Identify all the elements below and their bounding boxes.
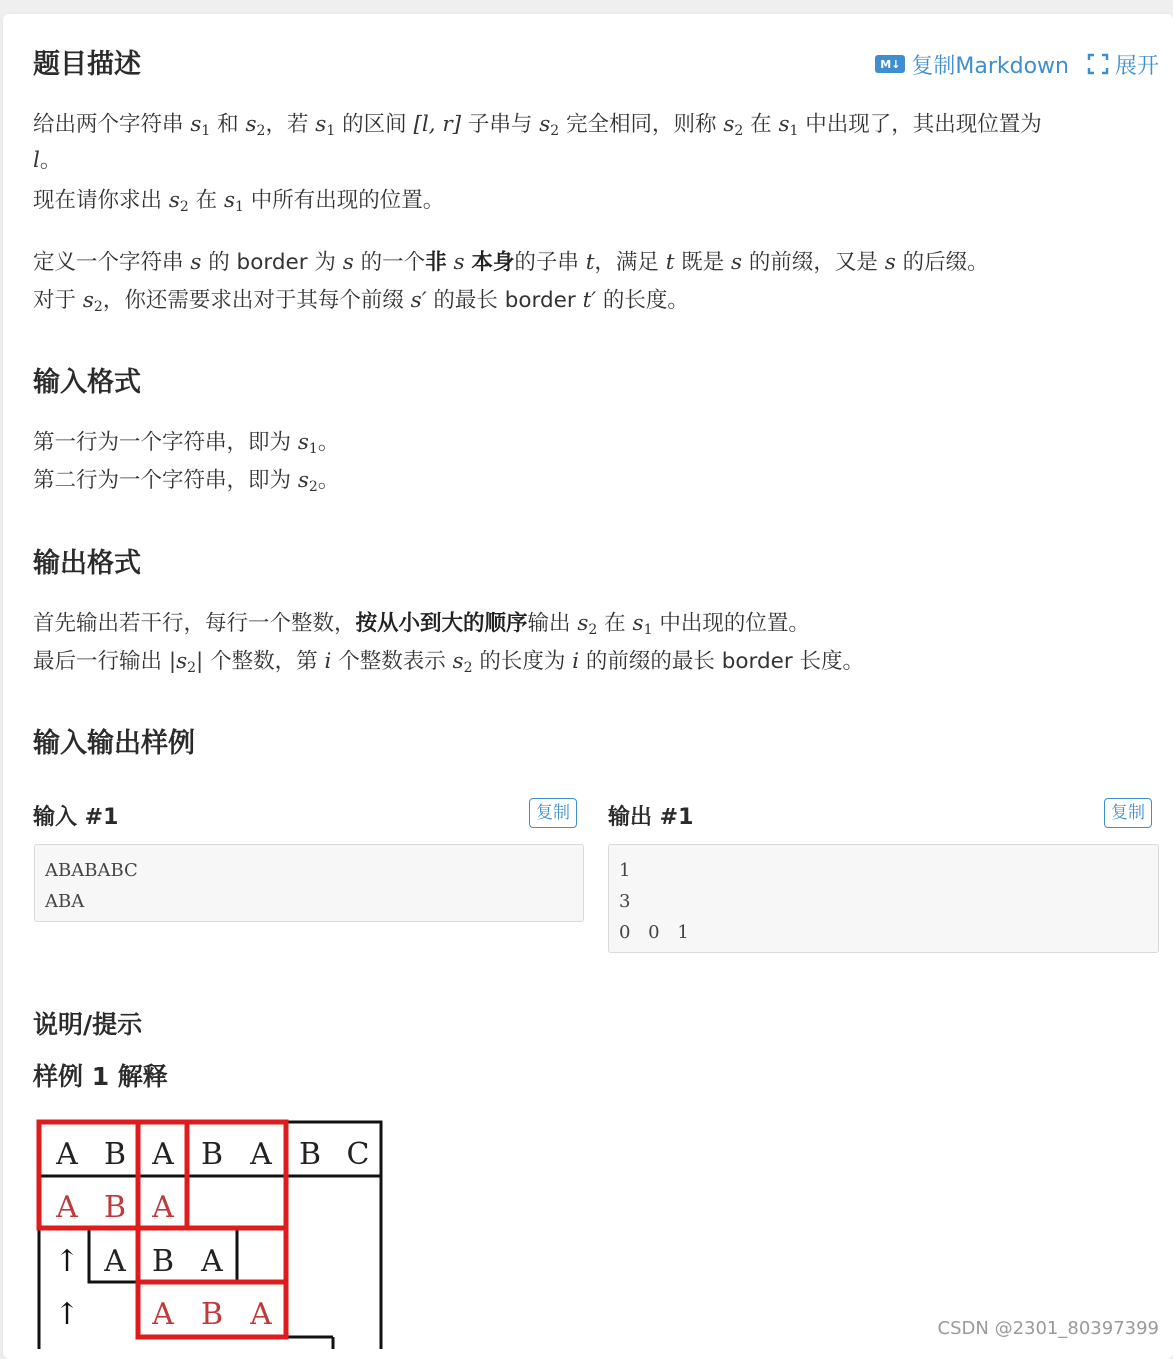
input-format-line-1: 第一行为一个字符串，即为 $s_1$。 [33, 430, 340, 457]
row4-char: A [152, 1297, 174, 1332]
row1-char: C [346, 1137, 370, 1172]
row3-arrow: ↑ [54, 1244, 80, 1279]
expand-label: 展开 [1114, 53, 1159, 79]
sample-input-line: ABA [45, 891, 85, 912]
row1-char: A [56, 1137, 78, 1172]
row2-char: A [152, 1190, 174, 1225]
copy-input-button[interactable]: 复制 [529, 798, 577, 828]
input-format-title: 输入格式 [33, 367, 141, 398]
expand-button[interactable] [1087, 49, 1159, 80]
sample-explanation-figure [33, 1116, 389, 1349]
row3-char: A [104, 1244, 126, 1279]
description-para-1: 给出两个字符串 $s_1$ 和 $s_2$，若 $s_1$ 的区间 [l, r] 子串与 $s_2$ 完全相同，则称 $s_2$ 在 $s_1$ 中出现了，其出现位置为 [33, 112, 1042, 139]
row4-char: A [250, 1297, 272, 1332]
row2-char: B [103, 1190, 127, 1225]
row1-char: A [250, 1137, 272, 1172]
top-actions [875, 48, 1159, 80]
output-format-line-1: 首先输出若干行，每行一个整数，按从小到大的顺序输出 $s_2$ 在 $s_1$ 中出现的位置。 [33, 611, 810, 638]
copy-output-button[interactable]: 复制 [1104, 798, 1152, 828]
description-para-2: 现在请你求出 $s_2$ 在 $s_1$ 中所有出现的位置。 [33, 188, 445, 215]
row1-char: B [103, 1137, 127, 1172]
row2-char: A [56, 1190, 78, 1225]
markdown-icon: M↓ [875, 55, 905, 73]
row3-char: B [151, 1244, 175, 1279]
copy-markdown-button[interactable] [875, 49, 1069, 80]
sample-input-title: 输入 #1 [33, 805, 119, 830]
hint-title: 说明/提示 [33, 1010, 143, 1039]
row1-char: A [152, 1137, 174, 1172]
sample-output-line: 3 [619, 891, 631, 912]
row4-char: B [200, 1297, 224, 1332]
hint-subtitle: 样例 1 解释 [33, 1062, 168, 1091]
row4-arrow: ↑ [54, 1297, 80, 1332]
expand-icon [1087, 53, 1109, 75]
description-title: 题目描述 [33, 49, 141, 80]
sample-output-line: 0 0 1 [619, 922, 695, 943]
row3-char: A [201, 1244, 223, 1279]
row1-char: B [298, 1137, 322, 1172]
row1-char: B [200, 1137, 224, 1172]
samples-title: 输入输出样例 [33, 728, 195, 759]
sample-output-box[interactable] [608, 844, 1159, 953]
description-para-4: 对于 $s_2$，你还需要求出对于其每个前缀 s′ 的最长 border t′ 的长度。 [33, 288, 689, 315]
output-format-title: 输出格式 [33, 548, 141, 579]
sample-input-box[interactable] [34, 844, 584, 922]
copy-markdown-label: 复制Markdown [911, 53, 1069, 79]
description-para-3: 定义一个字符串 s 的 border 为 s 的一个非 s 本身的子串 t，满足 t 既是 s 的前缀，又是 s 的后缀。 [33, 250, 989, 275]
sample-input-line: ABABABC [45, 860, 138, 881]
input-format-line-2: 第二行为一个字符串，即为 $s_2$。 [33, 468, 340, 495]
description-para-1-cont: l。 [33, 148, 62, 173]
output-format-line-2: 最后一行输出 $|s_2|$ 个整数，第 i 个整数表示 $s_2$ 的长度为 i 的前缀的最长 border 长度。 [33, 649, 865, 676]
sample-output-title: 输出 #1 [608, 805, 694, 830]
watermark: CSDN @2301_80397399 [937, 1318, 1159, 1339]
sample-output-line: 1 [619, 860, 631, 881]
